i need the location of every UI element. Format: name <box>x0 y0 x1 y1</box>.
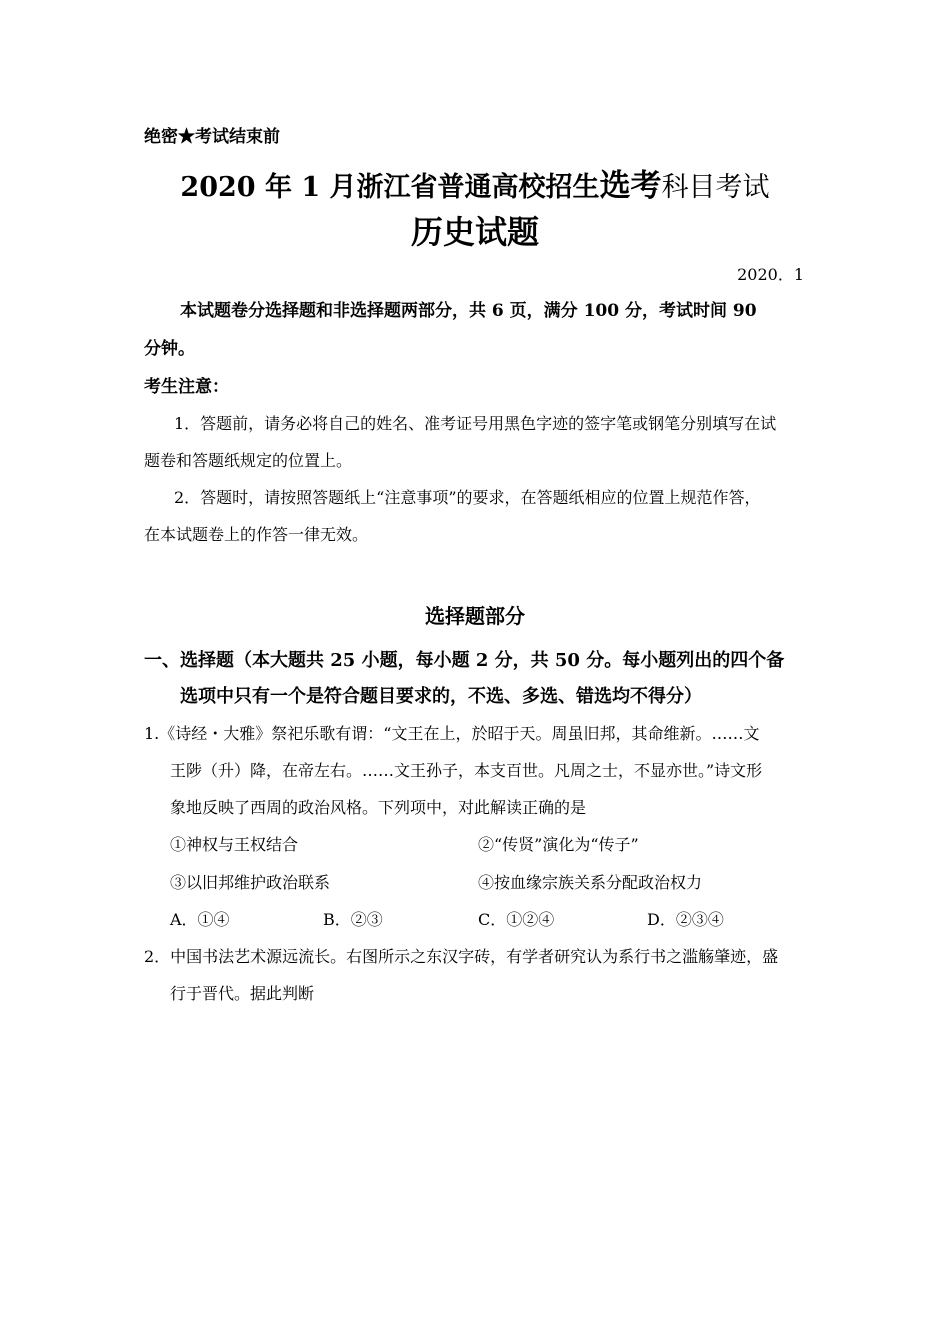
question-1-choice-d: D．②③④ <box>647 910 724 929</box>
question-1-line-2: 王陟（升）降，在帝左右。……文王孙子，本支百世。凡周之士，不显亦世。”诗文形 <box>170 761 763 780</box>
part-instructions-line-1: 一、选择题（本大题共 25 小题，每小题 2 分，共 50 分。每小题列出的四个备 <box>144 650 785 671</box>
question-1-line-1: 1.《诗经・大雅》祭祀乐歌有谓：“文王在上，於昭于天。周虽旧邦，其命维新。……文 <box>144 724 760 743</box>
exam-subtitle: 历史试题 <box>410 213 539 251</box>
question-1-statement-3: ③以旧邦维护政治联系 <box>170 873 331 892</box>
question-1-line-3: 象地反映了西周的政治风格。下列项中，对此解读正确的是 <box>170 798 587 817</box>
confidential-label: 绝密★考试结束前 <box>144 127 280 147</box>
question-1-statement-2: ②“传贤”演化为“传子” <box>478 835 639 854</box>
exam-title <box>0 160 950 205</box>
notice-item-2-line-1: 2．答题时，请按照答题纸上“注意事项”的要求，在答题纸相应的位置上规范作答， <box>174 488 761 507</box>
question-1-statement-4: ④按血缘宗族关系分配政治权力 <box>478 873 703 892</box>
question-1-choice-b: B．②③ <box>323 910 383 929</box>
exam-title-emphasis: 选考 <box>599 168 662 204</box>
notice-title: 考生注意： <box>144 377 229 397</box>
part-instructions-line-2: 选项中只有一个是符合题目要求的，不选、多选、错选均不得分） <box>180 686 702 707</box>
notice-item-2-line-2: 在本试题卷上的作答一律无效。 <box>144 525 369 544</box>
notice-item-1-line-2: 题卷和答题纸规定的位置上。 <box>144 451 353 470</box>
exam-date: 2020．1 <box>737 265 804 284</box>
question-1-statement-1: ①神权与王权结合 <box>170 835 299 854</box>
question-2-line-1: 2．中国书法艺术源远流长。右图所示之东汉字砖，有学者研究认为系行书之滥觞肇迹，盛 <box>144 947 779 966</box>
intro-line-1: 本试题卷分选择题和非选择题两部分，共 6 页，满分 100 分，考试时间 90 <box>180 301 757 321</box>
question-1-choice-c: C．①②④ <box>478 910 555 929</box>
exam-title-prefix: 2020 年 1 月浙江省普通高校招生 <box>180 172 600 203</box>
section-title: 选择题部分 <box>425 604 525 628</box>
question-1-choice-a: A．①④ <box>170 910 230 929</box>
notice-item-1-line-1: 1．答题前，请务必将自己的姓名、准考证号用黑色字迹的签字笔或钢笔分别填写在试 <box>174 414 777 433</box>
intro-line-2: 分钟。 <box>144 339 195 359</box>
exam-title-suffix: 科目考试 <box>661 172 770 203</box>
question-2-line-2: 行于晋代。据此判断 <box>170 984 315 1003</box>
